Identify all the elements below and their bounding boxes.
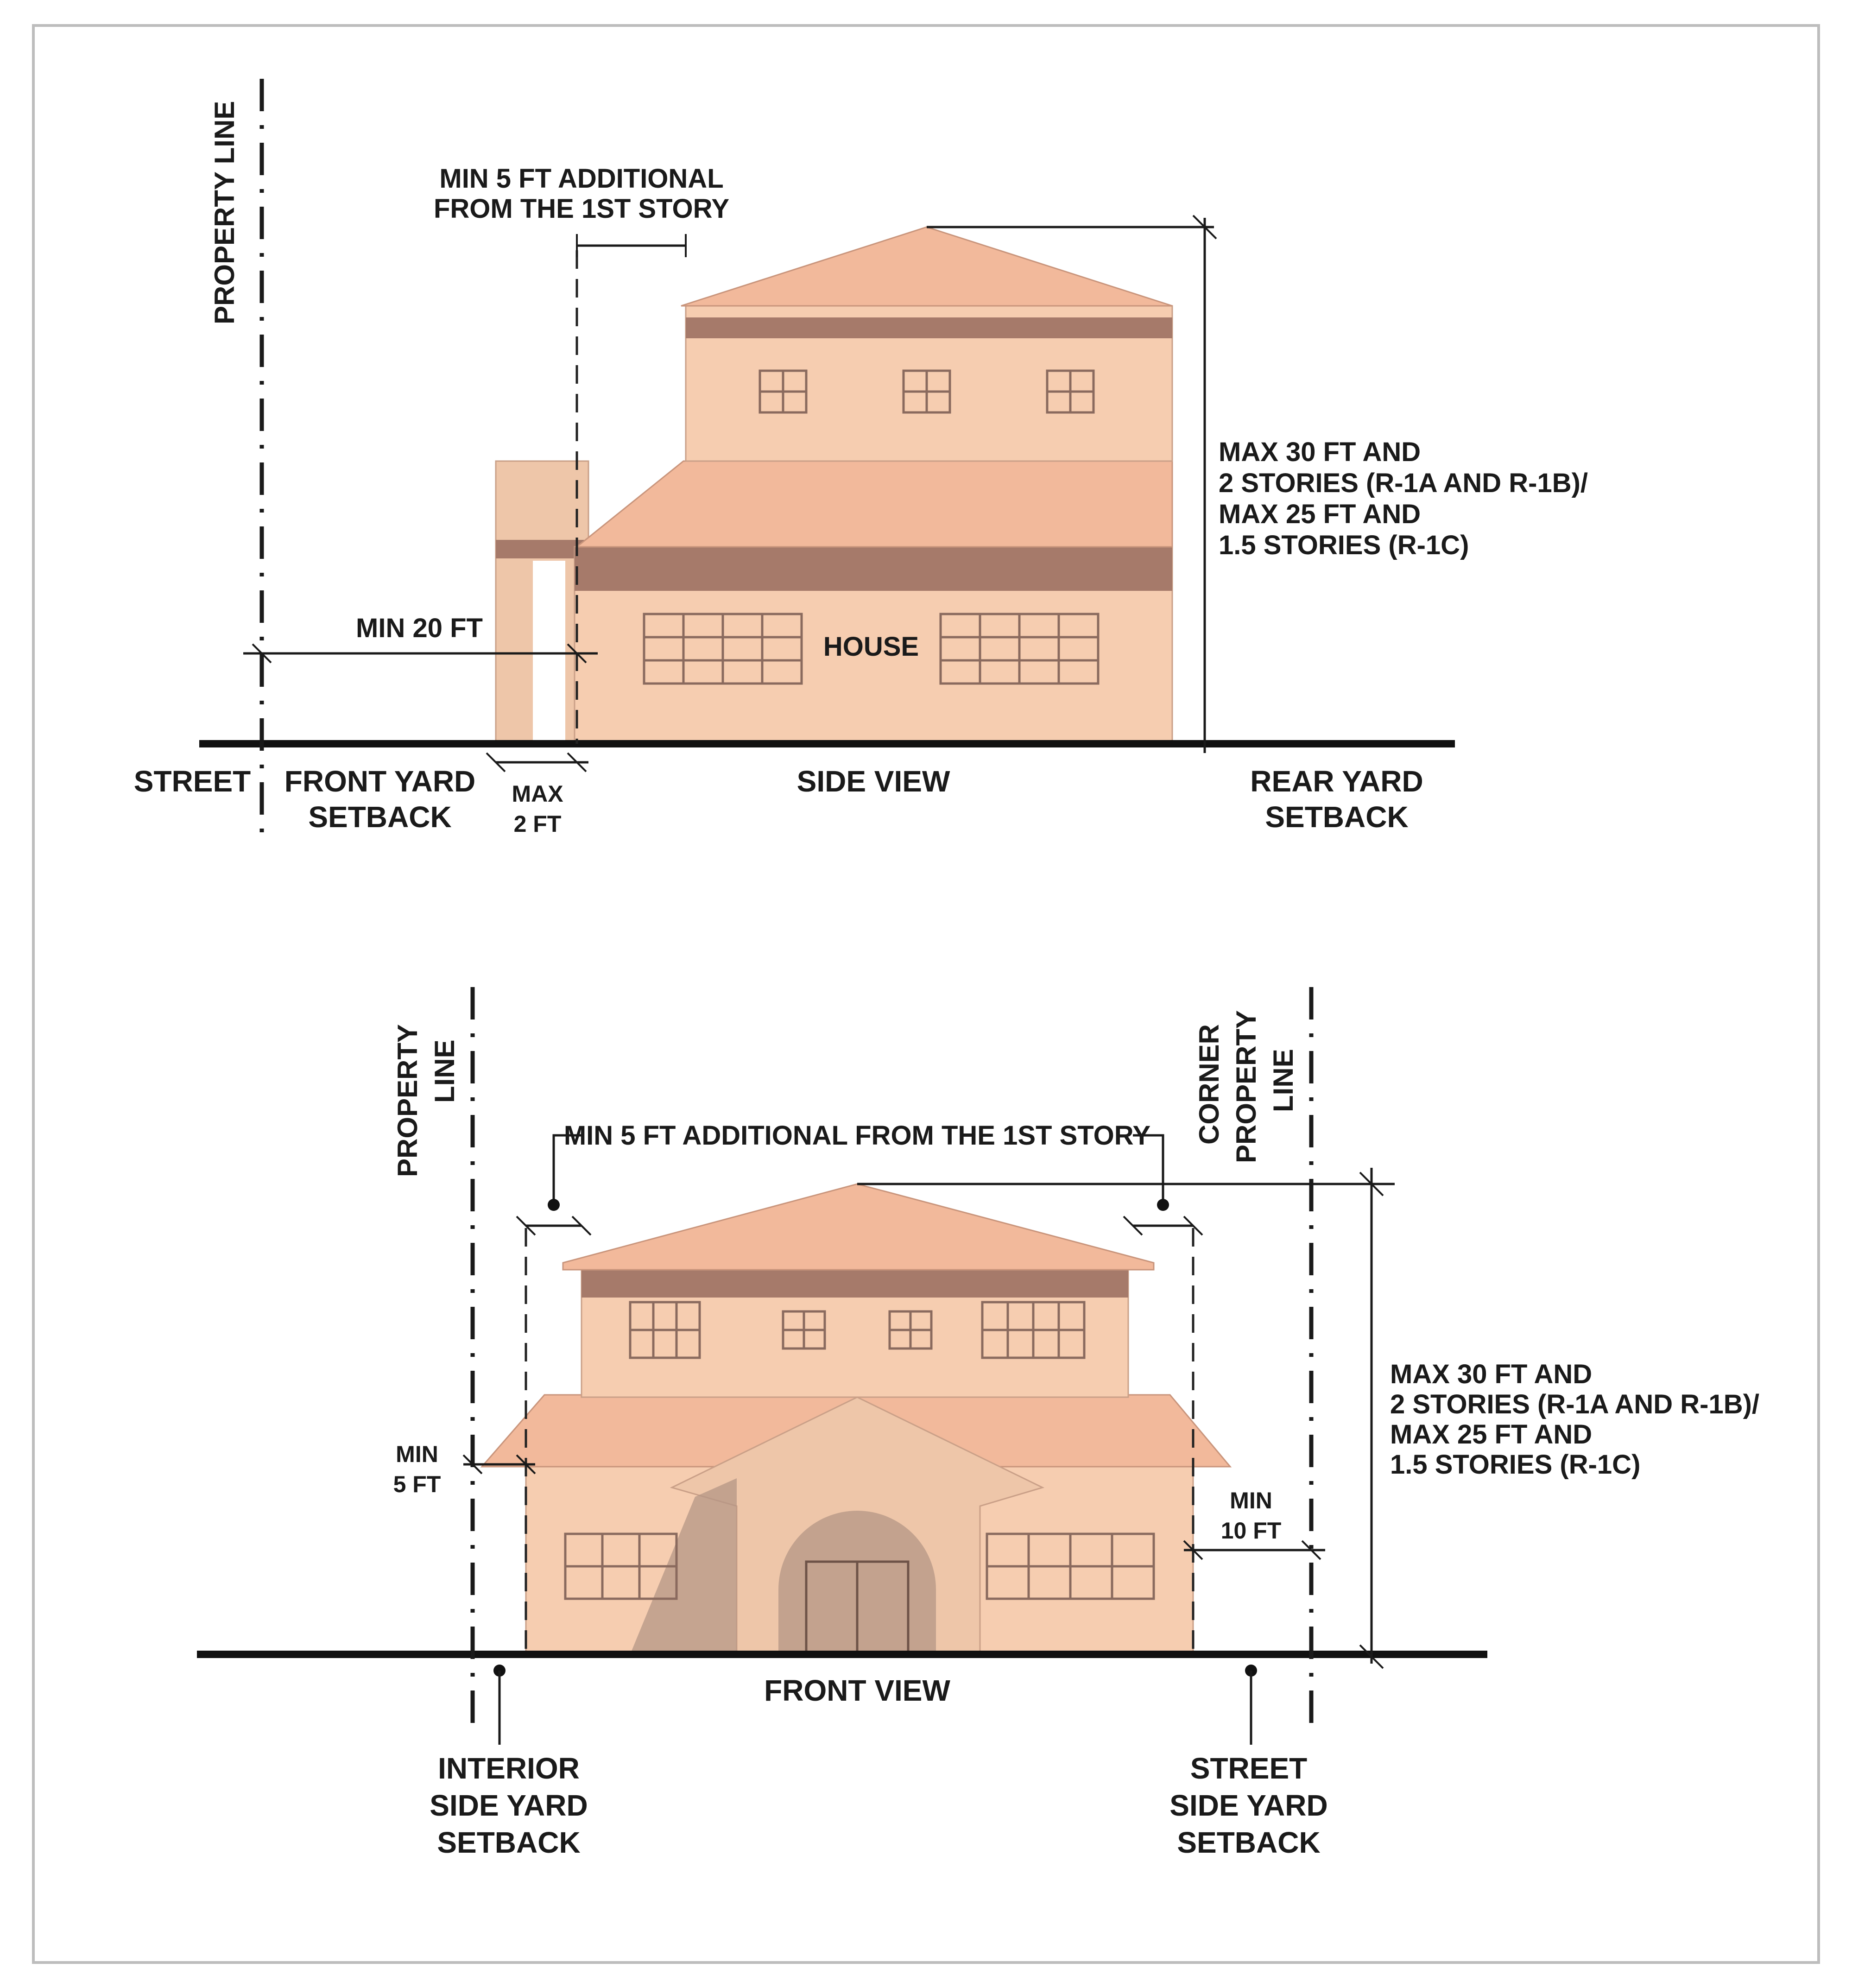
- front-corner-label-1: CORNER: [1194, 1024, 1225, 1145]
- side-house-label: HOUSE: [823, 632, 919, 662]
- front-main-roof: [563, 1184, 1154, 1270]
- side-height-label-3: MAX 25 FT AND: [1219, 499, 1421, 529]
- side-front-yard-label-2: SETBACK: [308, 800, 452, 834]
- side-rear-yard-label-2: SETBACK: [1265, 800, 1409, 834]
- front-interior-label-1: INTERIOR: [438, 1752, 580, 1785]
- front-height-label-2: 2 STORIES (R-1A AND R-1B)/: [1390, 1389, 1760, 1419]
- front-street-label-3: SETBACK: [1177, 1826, 1321, 1859]
- front-corner-label-2: PROPERTY: [1231, 1010, 1262, 1163]
- front-min-street-label-1: MIN: [1230, 1488, 1272, 1513]
- side-min-front-label: MIN 20 FT: [356, 613, 483, 643]
- front-second-story-band: [582, 1270, 1128, 1298]
- first-story-band: [575, 547, 1172, 591]
- side-height-label-1: MAX 30 FT AND: [1219, 437, 1421, 467]
- side-additional-label-2: FROM THE 1ST STORY: [433, 194, 730, 224]
- main-roof: [681, 227, 1172, 306]
- first-story-roof: [577, 461, 1172, 547]
- front-height-label-4: 1.5 STORIES (R-1C): [1390, 1450, 1641, 1480]
- front-min-interior-label-1: MIN: [396, 1441, 438, 1467]
- side-street-label: STREET: [133, 765, 251, 798]
- front-min-street-label-2: 10 FT: [1220, 1518, 1282, 1544]
- side-height-label-2: 2 STORIES (R-1A AND R-1B)/: [1219, 468, 1588, 498]
- front-interior-label-3: SETBACK: [437, 1826, 581, 1859]
- front-corner-label-3: LINE: [1268, 1049, 1299, 1112]
- side-additional-label-1: MIN 5 FT ADDITIONAL: [439, 164, 724, 194]
- side-height-label-4: 1.5 STORIES (R-1C): [1219, 530, 1469, 560]
- side-max-label-1: MAX: [512, 781, 563, 807]
- front-street-leader: [1245, 1665, 1257, 1745]
- front-interior-label-2: SIDE YARD: [430, 1789, 588, 1822]
- front-min-interior-label-2: 5 FT: [393, 1471, 441, 1497]
- front-view: [197, 987, 1759, 1859]
- porch-opening: [533, 561, 565, 741]
- front-height-label-3: MAX 25 FT AND: [1390, 1419, 1593, 1450]
- front-street-setback-dimension: [1184, 1541, 1325, 1559]
- front-property-line-label-2: LINE: [429, 1039, 460, 1103]
- side-rear-yard-label-1: REAR YARD: [1250, 765, 1423, 798]
- front-additional-label: MIN 5 FT ADDITIONAL FROM THE 1ST STORY: [563, 1121, 1151, 1151]
- side-property-line-label: PROPERTY LINE: [209, 101, 240, 324]
- front-height-label-1: MAX 30 FT AND: [1390, 1359, 1593, 1389]
- side-front-yard-label-1: FRONT YARD: [284, 765, 476, 798]
- front-view-title: FRONT VIEW: [764, 1674, 950, 1707]
- front-street-label-2: SIDE YARD: [1169, 1789, 1328, 1822]
- side-additional-dimension: [577, 234, 686, 257]
- front-interior-leader: [493, 1665, 506, 1745]
- front-property-line-label-1: PROPERTY: [392, 1024, 423, 1177]
- front-street-label-1: STREET: [1190, 1752, 1308, 1785]
- side-max-projection-dimension: [487, 753, 588, 772]
- second-story-band: [686, 317, 1172, 338]
- side-view: [134, 79, 1588, 837]
- side-max-label-2: 2 FT: [513, 811, 562, 837]
- side-view-title: SIDE VIEW: [796, 765, 950, 798]
